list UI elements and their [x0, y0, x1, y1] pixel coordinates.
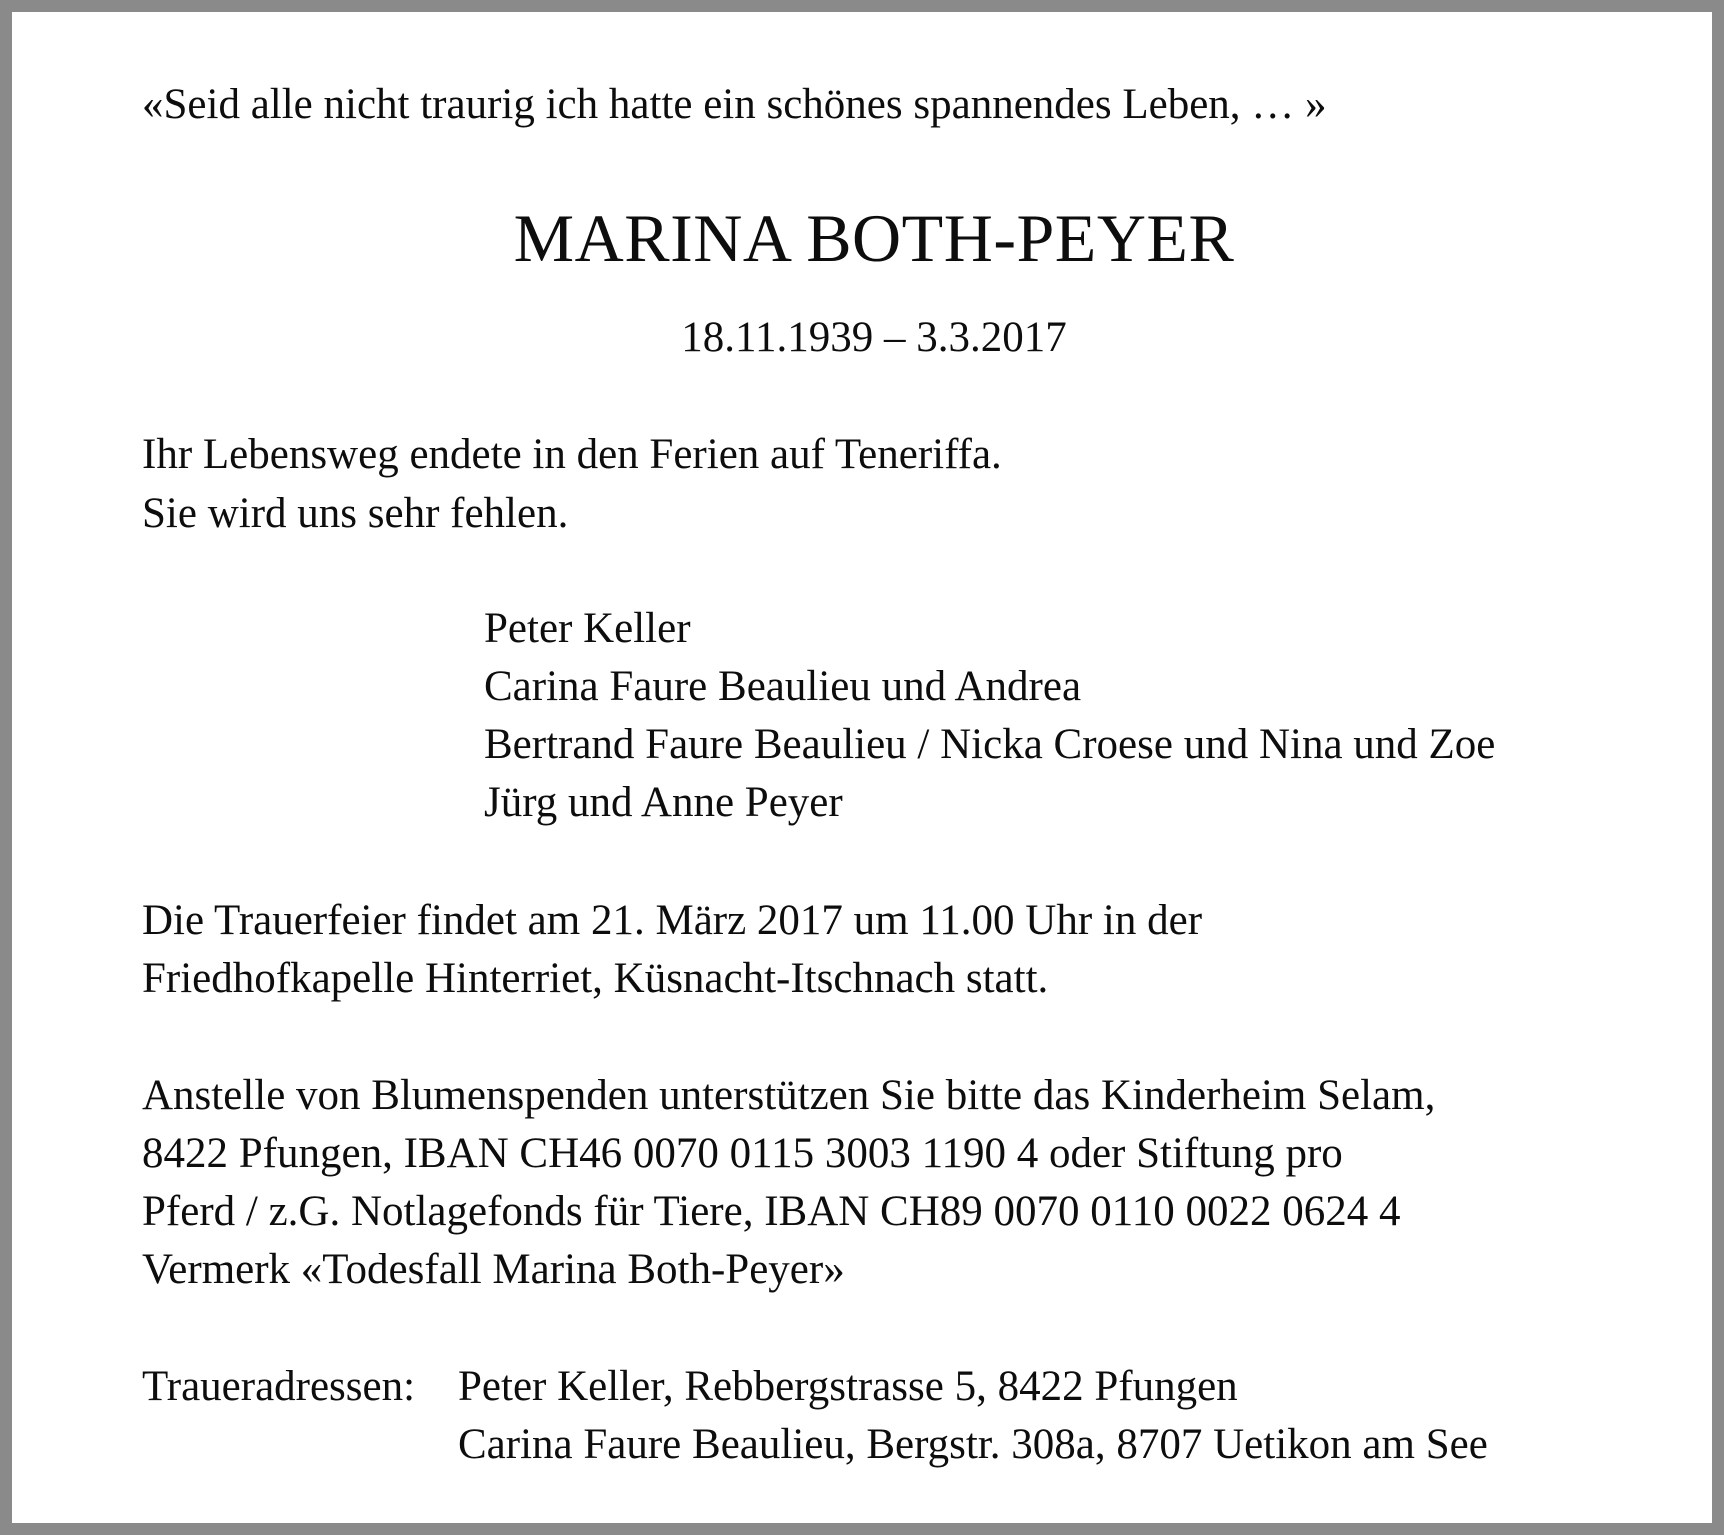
- addresses-label: Traueradressen:: [142, 1363, 416, 1410]
- deceased-name: MARINA BOTH-PEYER: [513, 200, 1235, 276]
- donation-line: Vermerk «Todesfall Marina Both-Peyer»: [142, 1246, 845, 1293]
- ceremony-line: Die Trauerfeier findet am 21. März 2017 um 11.00 Uhr in der: [142, 897, 1203, 944]
- donation-line: Pferd / z.G. Notlagefonds für Tiere, IBAN CH89 0070 0110 0022 0624 4: [142, 1188, 1401, 1235]
- intro-line: Ihr Lebensweg endete in den Ferien auf Teneriffa.: [142, 431, 1002, 478]
- life-dates: 18.11.1939 – 3.3.2017: [681, 314, 1067, 361]
- ceremony-line: Friedhofkapelle Hinterriet, Küsnacht-Itschnach statt.: [142, 955, 1049, 1002]
- family-member: Bertrand Faure Beaulieu / Nicka Croese und Nina und Zoe: [484, 721, 1496, 768]
- donation-line: 8422 Pfungen, IBAN CH46 0070 0115 3003 1190 4 oder Stiftung pro: [142, 1130, 1343, 1177]
- address-line: Peter Keller, Rebbergstrasse 5, 8422 Pfungen: [458, 1363, 1238, 1410]
- donation-line: Anstelle von Blumenspenden unterstützen Sie bitte das Kinderheim Selam,: [142, 1072, 1436, 1119]
- family-member: Jürg und Anne Peyer: [484, 779, 843, 826]
- family-member: Carina Faure Beaulieu und Andrea: [484, 663, 1082, 710]
- intro-line: Sie wird uns sehr fehlen.: [142, 490, 569, 537]
- family-member: Peter Keller: [484, 605, 691, 652]
- address-line: Carina Faure Beaulieu, Bergstr. 308a, 8707 Uetikon am See: [458, 1421, 1488, 1468]
- opening-quote: «Seid alle nicht traurig ich hatte ein schönes spannendes Leben, … »: [142, 81, 1327, 128]
